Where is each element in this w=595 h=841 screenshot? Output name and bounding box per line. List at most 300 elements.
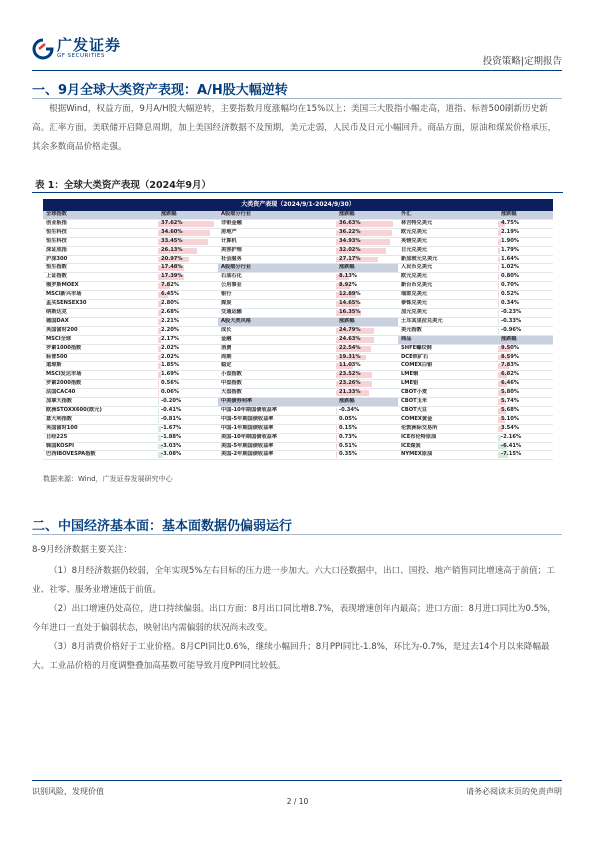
table-label-cell: CBOT玉米 [398, 398, 498, 407]
table-value-text: 23.52% [339, 371, 361, 378]
section1-heading: 一、9月全球大类资产表现：A/H股大幅逆转 [32, 83, 288, 98]
section1-divider [32, 98, 562, 99]
table-row [43, 282, 553, 291]
table-value-text: 1.02% [501, 264, 519, 271]
table-value-text: -0.23% [501, 308, 522, 315]
table-value-text: -6.41% [501, 442, 522, 449]
table-label-cell: 瑞郎兑美元 [398, 291, 498, 300]
table-label-cell: 标普500 [43, 353, 158, 362]
table-value-cell: 涨跌幅 [498, 335, 553, 344]
table-value-text: 6.45% [161, 291, 179, 298]
table-value-text: 2.21% [161, 317, 179, 324]
table-label-cell: 全球指数 [43, 211, 158, 219]
footer-divider [32, 780, 562, 781]
table-label-cell: 道琼斯 [43, 362, 158, 371]
table-row [43, 371, 553, 380]
table-value-cell [158, 433, 218, 442]
value-bar [498, 265, 499, 271]
table-value-text: 0.52% [501, 291, 519, 298]
table-label-cell: 加元兑美元 [398, 308, 498, 317]
table-value-cell [498, 442, 553, 451]
table-value-cell [498, 406, 553, 415]
table-label-cell: 房地产 [218, 228, 336, 237]
table-value-cell: 涨跌幅 [336, 264, 398, 273]
table-value-text: 0.70% [501, 282, 519, 289]
table-value-text: -3.03% [161, 442, 182, 449]
table-value-cell [158, 389, 218, 398]
table-value-cell [498, 264, 553, 273]
table-value-text: 1.64% [501, 255, 519, 262]
table-value-cell [158, 273, 218, 282]
table-value-cell [498, 433, 553, 442]
table-label-cell: 煤炭 [218, 300, 336, 309]
table-source: 数据来源：Wind，广发证券发展研究中心 [43, 475, 173, 483]
table-label-cell: 交通运输 [218, 308, 336, 317]
table-row [43, 273, 553, 282]
table-label-cell: CBOT大豆 [398, 406, 498, 415]
table-label-cell: 深证成指 [43, 246, 158, 255]
table-value-text: 33.45% [161, 237, 183, 244]
table-label-cell: 恒生科技 [43, 237, 158, 246]
table-value-cell [336, 415, 398, 424]
table-row [43, 237, 553, 246]
table-label-cell: 日元兑美元 [398, 246, 498, 255]
table-row [43, 442, 553, 451]
table-value-text: -2.16% [501, 433, 522, 440]
report-type: 投资策略|定期报告 [482, 56, 562, 67]
table-value-text: 24.79% [339, 326, 361, 333]
table-value-cell [336, 451, 398, 460]
table-row [43, 255, 553, 264]
table-label-cell: 社会服务 [218, 255, 336, 264]
table-value-cell [498, 415, 553, 424]
table-value-cell [158, 300, 218, 309]
table-value-cell [498, 317, 553, 326]
table-value-text: 4.75% [501, 219, 519, 226]
table-value-text: 1.79% [501, 246, 519, 253]
table-label-cell: 英镑兑美元 [398, 237, 498, 246]
table-value-text: 0.80% [501, 273, 519, 280]
table-row [43, 300, 553, 309]
table-label-cell: 加拿大指数 [43, 398, 158, 407]
table-value-cell [336, 406, 398, 415]
table-row [43, 433, 553, 442]
table-label-cell: 林吉特兑美元 [398, 219, 498, 228]
table-value-cell [498, 255, 553, 264]
table-value-text: 7.82% [161, 282, 179, 289]
table-value-cell [336, 255, 398, 264]
table-value-text: 24.63% [339, 335, 361, 342]
table-value-cell [498, 398, 553, 407]
section2-point-1: （1）8月经济数据仍较弱，全年实现5%左右目标的压力进一步加大。六大口径数据中，出口、国投、地产销售同比增速高于前值；工业、社零、服务业增速低于前值。 [32, 566, 555, 595]
table-label-cell: 意大利指数 [43, 415, 158, 424]
table-label-cell: MSCI新兴市场 [43, 291, 158, 300]
table-value-cell [158, 344, 218, 353]
table-value-text: -3.08% [161, 451, 182, 458]
table-value-cell [498, 344, 553, 353]
table-label-cell: 大盘指数 [218, 389, 336, 398]
table-label-cell: 银行 [218, 291, 336, 300]
table-value-text: 8.59% [501, 353, 519, 360]
table-value-text: 32.02% [339, 246, 361, 253]
table-value-text: 23.26% [339, 380, 361, 387]
table-value-text: -0.41% [161, 406, 182, 413]
table-value-text: 16.35% [339, 308, 361, 315]
table-value-cell: 涨跌幅 [336, 317, 398, 326]
table-value-cell [158, 246, 218, 255]
table-value-cell [336, 273, 398, 282]
table-value-cell [158, 282, 218, 291]
table-row [43, 335, 553, 344]
table-value-cell [336, 300, 398, 309]
table-row [43, 246, 553, 255]
table-value-cell [336, 228, 398, 237]
table-label-cell: NYMEX原油 [398, 451, 498, 460]
table-value-cell [336, 371, 398, 380]
table-value-text: 36.22% [339, 228, 361, 235]
table-value-cell [158, 291, 218, 300]
table-row [43, 406, 553, 415]
table-value-cell [336, 442, 398, 451]
table-label-cell: LME铜 [398, 371, 498, 380]
value-bar [158, 417, 159, 423]
table-label-cell: SHFE螺纹钢 [398, 344, 498, 353]
table-value-text: -0.81% [161, 415, 182, 422]
table-value-text: 2.17% [161, 335, 179, 342]
page-header [0, 0, 595, 72]
table-label-cell: 美容护理 [218, 246, 336, 255]
table-value-cell [498, 273, 553, 282]
value-bar [158, 408, 159, 414]
table-value-cell [158, 371, 218, 380]
table-label-cell: 稳定 [218, 362, 336, 371]
table-value-cell [498, 451, 553, 460]
table-label-cell: ICE煤炭 [398, 442, 498, 451]
table-label-cell: 孟买SENSEX30 [43, 300, 158, 309]
table-value-cell [336, 353, 398, 362]
table-row [43, 415, 553, 424]
table-value-text: 0.56% [161, 380, 179, 387]
table-header: 大类资产表现（2024/9/1-2024/9/30） [43, 199, 553, 211]
table-value-cell [498, 300, 553, 309]
table-value-cell [158, 335, 218, 344]
table-value-cell [498, 282, 553, 291]
table-body [43, 211, 553, 460]
footer-disclaimer-note: 请务必阅读末页的免责声明 [466, 787, 562, 796]
table-label-cell: 欧元兑美元 [398, 273, 498, 282]
table-value-text: 0.51% [339, 442, 357, 449]
table-value-cell [498, 380, 553, 389]
value-bar [498, 274, 499, 280]
value-bar [498, 257, 500, 263]
table-label-cell: 英国富时100 [43, 424, 158, 433]
table-label-cell: 外汇 [398, 211, 498, 219]
table-label-cell: COMEX黄金 [398, 415, 498, 424]
table-label-cell: MSCI发达市场 [43, 371, 158, 380]
table-value-cell [336, 424, 398, 433]
table-value-cell [498, 389, 553, 398]
table-value-text: -7.15% [501, 451, 522, 458]
value-bar [336, 444, 337, 450]
value-bar [498, 328, 499, 334]
table-value-text: 17.48% [161, 264, 183, 271]
table-label-cell: 韩国KOSPI [43, 442, 158, 451]
table-value-cell [498, 371, 553, 380]
table-value-text: 37.62% [161, 219, 183, 226]
table-value-cell [498, 362, 553, 371]
table-value-cell [336, 237, 398, 246]
table-label-cell: 沪深300 [43, 255, 158, 264]
table-value-text: 0.73% [339, 433, 357, 440]
table-label-cell: 非银金融 [218, 219, 336, 228]
table-value-cell [158, 326, 218, 335]
table-label-cell: 创业板指 [43, 219, 158, 228]
table-value-text: 8.92% [339, 282, 357, 289]
table-value-text: 5.74% [501, 398, 519, 405]
table-value-cell [158, 219, 218, 228]
table-value-cell [336, 246, 398, 255]
table-value-text: 34.60% [161, 228, 183, 235]
value-bar [158, 381, 159, 387]
table-value-text: 0.05% [339, 415, 357, 422]
value-bar [498, 283, 499, 289]
table-value-text: 2.19% [501, 228, 519, 235]
table-label-cell: ICE布伦特原油 [398, 433, 498, 442]
table-row [43, 291, 553, 300]
table-value-text: 27.17% [339, 255, 361, 262]
table-label-cell: 美国-10年期国债收益率 [218, 433, 336, 442]
section1-paragraph: 根据Wind，权益方面，9月A/H股大幅逆转，主要指数月度涨幅均在15%以上；美国三大股指小幅走高，道指、标普500刷新历史新高。汇率方面，美联储开启降息周期，加上美国经济数据不及预期，美元走弱，人民币及日元小幅回升。商品方面，原油和煤炭价格承压，其余多数商品价格走强。 [32, 104, 557, 152]
value-bar [336, 435, 337, 441]
table-label-cell: 中国-10年期国债收益率 [218, 406, 336, 415]
table-row [43, 451, 553, 460]
section2-point-2: （2）出口增速仍处高位，进口持续偏弱。出口方面：8月出口同比增8.7%，表现增速创年内最高；进口方面：8月进口同比为0.5%，今年进口一直处于偏弱状态，映射出内需偏弱的状况尚未改变。 [32, 604, 556, 633]
table-row [43, 424, 553, 433]
logo-name-cn: 广发证券 [57, 36, 122, 55]
table-value-cell [498, 326, 553, 335]
table-label-cell: 伦敦洲际交易所 [398, 424, 498, 433]
table-label-cell: 美国-5年期国债收益率 [218, 442, 336, 451]
table-value-cell [158, 353, 218, 362]
table-label-cell: 消费 [218, 344, 336, 353]
value-bar [498, 292, 499, 298]
table-label-cell: A股细分行业 [218, 211, 336, 219]
table-label-cell: 恒生科技 [43, 228, 158, 237]
value-bar [336, 408, 337, 414]
table-value-cell [158, 451, 218, 460]
table-value-cell [336, 291, 398, 300]
table-value-text: 14.65% [339, 300, 361, 307]
table-value-cell [158, 228, 218, 237]
table-row [43, 317, 553, 326]
table-caption-divider [32, 192, 563, 193]
table-value-text: 36.63% [339, 219, 361, 226]
table-value-text: 19.31% [339, 353, 361, 360]
logo-name-en: GF SECURITIES [57, 53, 105, 60]
table-value-cell [158, 398, 218, 407]
company-logo [32, 38, 121, 60]
table-value-text: 6.82% [501, 371, 519, 378]
table-value-text: -1.88% [161, 433, 182, 440]
table-caption: 表 1：全球大类资产表现（2024年9月） [35, 180, 211, 191]
table-label-cell: DCE铁矿石 [398, 353, 498, 362]
table-value-cell [158, 442, 218, 451]
page-number: 2 / 10 [286, 797, 309, 806]
section2-divider [32, 534, 562, 535]
table-label-cell: 成长 [218, 326, 336, 335]
table-value-cell [498, 228, 553, 237]
table-label-cell: 恒生指数 [43, 264, 158, 273]
table-grid [43, 211, 553, 460]
table-label-cell: 公用事业 [218, 282, 336, 291]
table-value-text: 21.33% [339, 389, 361, 396]
table-value-cell: 涨跌幅 [336, 398, 398, 407]
table-label-cell: A股大类风格 [218, 317, 336, 326]
table-value-cell [336, 282, 398, 291]
table-value-text: 2.68% [161, 308, 179, 315]
table-value-cell [498, 353, 553, 362]
table-label-cell: 中国-5年期国债收益率 [218, 415, 336, 424]
table-row [43, 308, 553, 317]
table-value-text: 5.10% [501, 415, 519, 422]
table-value-cell [336, 308, 398, 317]
table-label-cell: 欧洲STOXX600(欧元) [43, 406, 158, 415]
table-value-text: 7.83% [501, 362, 519, 369]
table-value-text: 2.02% [161, 353, 179, 360]
table-row [43, 398, 553, 407]
table-value-text: 5.68% [501, 406, 519, 413]
table-value-text: 1.69% [161, 371, 179, 378]
table-label-cell: 金融 [218, 335, 336, 344]
table-value-cell [498, 308, 553, 317]
table-label-cell: 土耳其里拉兑美元 [398, 317, 498, 326]
table-label-cell: COMEX白银 [398, 362, 498, 371]
table-value-cell: 涨跌幅 [336, 211, 398, 219]
table-label-cell: 纳斯达克 [43, 308, 158, 317]
table-value-cell [158, 264, 218, 273]
table-value-text: 26.13% [161, 246, 183, 253]
table-label-cell: 欧元兑美元 [398, 228, 498, 237]
table-value-text: 12.89% [339, 291, 361, 298]
table-value-cell [336, 335, 398, 344]
asset-performance-table [43, 199, 553, 460]
table-value-text: 11.03% [339, 362, 361, 369]
value-bar [336, 452, 337, 458]
table-label-cell: 中国-1年期国债收益率 [218, 424, 336, 433]
table-row [43, 362, 553, 371]
table-value-text: 9.50% [501, 344, 519, 351]
table-value-cell [158, 362, 218, 371]
table-label-cell: 石油石化 [218, 273, 336, 282]
table-value-cell [158, 255, 218, 264]
table-value-text: 5.80% [501, 389, 519, 396]
table-label-cell: 巴西IBOVESPA指数 [43, 451, 158, 460]
section2-intro: 8-9月经济数据主要关注： [32, 545, 132, 555]
table-row [43, 344, 553, 353]
table-value-text: 0.35% [339, 451, 357, 458]
table-label-cell: CBOT小麦 [398, 389, 498, 398]
table-value-cell [158, 415, 218, 424]
table-value-text: 1.90% [501, 237, 519, 244]
table-label-cell: 商品 [398, 335, 498, 344]
table-row [43, 211, 553, 219]
table-row [43, 353, 553, 362]
table-value-cell [336, 380, 398, 389]
table-value-text: -1.67% [161, 424, 182, 431]
table-label-cell: 俄罗斯MOEX [43, 282, 158, 291]
table-label-cell: 人民币兑美元 [398, 264, 498, 273]
table-label-cell: 中盘指数 [218, 380, 336, 389]
table-value-cell [336, 362, 398, 371]
gf-logo-icon [32, 38, 54, 60]
table-value-cell [336, 389, 398, 398]
table-value-cell [158, 380, 218, 389]
table-value-cell [498, 246, 553, 255]
table-value-cell: 涨跌幅 [498, 211, 553, 219]
table-value-cell [498, 291, 553, 300]
table-value-text: -0.33% [501, 317, 522, 324]
table-label-cell: 日经225 [43, 433, 158, 442]
table-value-cell [498, 237, 553, 246]
table-row [43, 326, 553, 335]
table-value-cell [158, 424, 218, 433]
table-value-text: 20.97% [161, 255, 183, 262]
table-label-cell: A股细分行业 [218, 264, 336, 273]
table-row [43, 228, 553, 237]
table-label-cell: 法国CAC40 [43, 389, 158, 398]
table-value-text: 6.46% [501, 380, 519, 387]
table-label-cell: 德国DAX [43, 317, 158, 326]
table-label-cell: 计算机 [218, 237, 336, 246]
table-label-cell: 中美债券利率 [218, 398, 336, 407]
table-value-cell [158, 308, 218, 317]
table-label-cell: 美元指数 [398, 326, 498, 335]
table-value-cell [158, 237, 218, 246]
table-label-cell: 新台币兑美元 [398, 282, 498, 291]
table-value-cell [336, 433, 398, 442]
table-value-cell: 涨跌幅 [158, 211, 218, 219]
table-value-text: 0.34% [501, 300, 519, 307]
table-value-text: 2.20% [161, 326, 179, 333]
table-value-cell [158, 317, 218, 326]
table-label-cell: 周期 [218, 353, 336, 362]
table-row [43, 264, 553, 273]
table-value-text: 2.02% [161, 344, 179, 351]
table-label-cell: 新加坡元兑美元 [398, 255, 498, 264]
table-value-text: 2.80% [161, 300, 179, 307]
table-label-cell: 泰铢兑美元 [398, 300, 498, 309]
table-label-cell: 上证指数 [43, 273, 158, 282]
footer-slogan: 识别风险，发现价值 [32, 787, 104, 796]
table-label-cell: 罗素2000指数 [43, 380, 158, 389]
table-value-text: 8.13% [339, 273, 357, 280]
table-value-text: 3.54% [501, 424, 519, 431]
table-row [43, 380, 553, 389]
table-value-text: 22.54% [339, 344, 361, 351]
table-label-cell: LME铝 [398, 380, 498, 389]
table-value-text: 0.15% [339, 424, 357, 431]
section2-point-3: （3）8月消费价格好于工业价格。8月CPI同比0.6%，继续小幅回升；8月PPI同比-1.8%，环比为-0.7%，是过去14个月以来降幅最大。工业品价格的月度调整叠加高基数可能导致月度PPI同比较低。 [32, 642, 550, 671]
table-row [43, 389, 553, 398]
table-value-cell [336, 219, 398, 228]
table-value-cell [498, 219, 553, 228]
table-label-cell: 罗素1000指数 [43, 344, 158, 353]
table-row [43, 219, 553, 228]
table-label-cell: 英国富时200 [43, 326, 158, 335]
table-label-cell: 小盘指数 [218, 371, 336, 380]
table-value-text: -0.20% [161, 398, 182, 405]
table-value-text: 34.93% [339, 237, 361, 244]
